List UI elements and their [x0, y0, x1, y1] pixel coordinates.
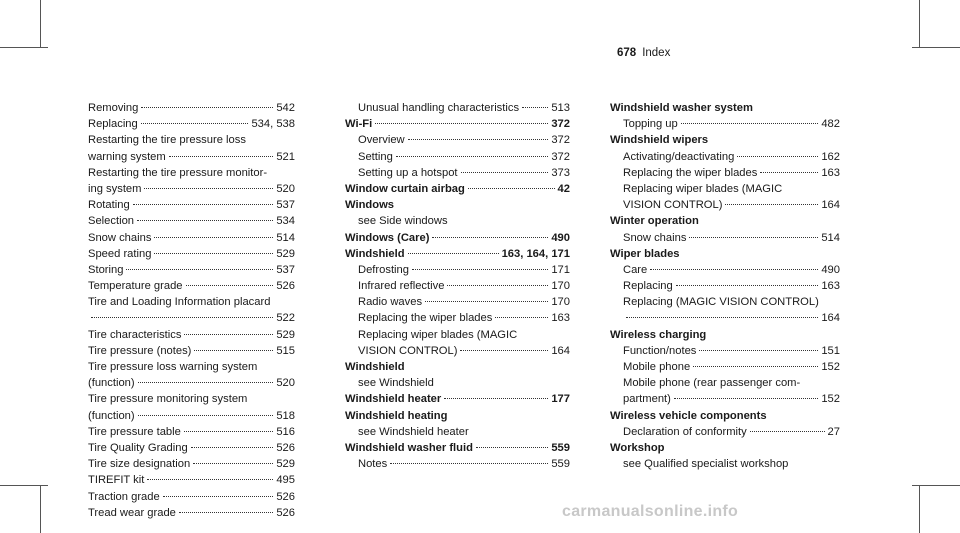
entry-text: Windshield washer fluid	[345, 441, 473, 454]
page-reference[interactable]: 542	[276, 102, 295, 114]
index-heading	[610, 100, 840, 116]
entry-text: Overview	[358, 134, 405, 147]
entry-text: Declaration of conformity	[623, 425, 747, 438]
leader-dots	[163, 496, 274, 497]
index-entry	[75, 197, 295, 213]
entry-text: Windshield washer system	[610, 102, 753, 114]
entry-text: Mobile phone	[623, 361, 691, 373]
entry-text: Setting up a hotspot	[358, 166, 458, 179]
entry-text: Tire pressure (notes)	[88, 344, 192, 357]
index-entry	[610, 391, 840, 407]
leader-dots	[147, 479, 273, 480]
entry-text: Windows (Care)	[345, 231, 430, 244]
leader-dots	[144, 188, 273, 189]
entry-text: Selection	[88, 215, 135, 228]
index-entry	[75, 424, 295, 440]
entry-text: Replacing (MAGIC VISION CONTROL)	[623, 296, 819, 309]
entry-text: Activating/deactivating	[623, 150, 735, 163]
leader-dots	[184, 334, 273, 335]
index-entry	[75, 230, 295, 246]
index-entry	[75, 181, 295, 197]
entry-text: Mobile phone (rear passenger com-	[623, 377, 801, 390]
index-entry	[75, 343, 295, 359]
leader-dots	[194, 350, 273, 351]
index-entry	[75, 262, 295, 278]
index-heading	[610, 132, 840, 148]
entry-text: Snow chains	[623, 231, 687, 244]
entry-text: Care	[623, 263, 648, 276]
entry-text: Winter operation	[610, 215, 699, 228]
entry-text: Rotating	[88, 199, 130, 212]
entry-text: Tire pressure loss warning system	[88, 361, 258, 373]
page-reference[interactable]: 373	[551, 166, 570, 179]
entry-text: Unusual handling characteristics	[358, 102, 520, 114]
entry-text: Topping up	[623, 118, 678, 131]
index-entry	[75, 391, 295, 407]
entry-text: Traction grade	[88, 490, 160, 503]
index-entry	[75, 213, 295, 229]
index-entry	[345, 132, 570, 148]
entry-text: Wi-Fi	[345, 118, 373, 131]
index-column-2	[345, 100, 570, 472]
index-entry	[610, 165, 840, 181]
page-reference[interactable]: 537	[276, 199, 295, 212]
leader-dots	[444, 398, 548, 399]
entry-text: Wireless charging	[610, 328, 707, 341]
entry-text: Tread wear grade	[88, 506, 176, 519]
page-reference[interactable]: 42	[557, 182, 570, 195]
index-entry	[345, 262, 570, 278]
entry-text: Replacing wiper blades (MAGIC	[358, 328, 518, 341]
page-reference[interactable]: 152	[821, 393, 840, 406]
page-reference[interactable]: 482	[821, 118, 840, 131]
entry-text: Replacing the wiper blades	[623, 166, 758, 179]
index-entry	[610, 359, 840, 375]
entry-text: Function/notes	[623, 344, 697, 357]
leader-dots	[681, 123, 819, 124]
index-entry	[345, 456, 570, 472]
crop-mark	[40, 0, 41, 48]
page-reference[interactable]: 163	[821, 166, 840, 179]
leader-dots	[141, 107, 273, 108]
page-reference[interactable]: 514	[821, 231, 840, 244]
leader-dots	[432, 237, 548, 238]
entry-text: TIREFIT kit	[88, 474, 145, 487]
crop-mark	[912, 485, 960, 486]
index-heading	[610, 246, 840, 262]
leader-dots	[476, 447, 548, 448]
page-reference[interactable]: 534, 538	[251, 118, 295, 131]
leader-dots	[141, 123, 249, 124]
page-reference[interactable]: 372	[551, 118, 570, 131]
index-entry	[75, 440, 295, 456]
entry-text: Radio waves	[358, 296, 423, 309]
index-entry	[345, 100, 570, 116]
page-reference[interactable]: 372	[551, 134, 570, 147]
entry-text: Windshield heating	[345, 409, 448, 422]
entry-text: ing system	[88, 182, 142, 195]
index-heading	[345, 359, 570, 375]
leader-dots	[126, 269, 273, 270]
index-entry	[75, 375, 295, 391]
entry-text: Tire size designation	[88, 458, 191, 471]
leader-dots	[390, 463, 548, 464]
page-reference[interactable]: 526	[276, 490, 295, 503]
index-heading	[345, 181, 570, 197]
index-entry	[610, 262, 840, 278]
entry-text: Speed rating	[88, 247, 152, 260]
leader-dots	[495, 317, 548, 318]
page-reference[interactable]: 163, 164, 171	[501, 247, 570, 260]
index-entry	[75, 505, 295, 521]
page-reference[interactable]: 170	[551, 280, 570, 293]
index-entry	[610, 230, 840, 246]
entry-text: see Windshield heater	[358, 425, 469, 438]
leader-dots	[408, 139, 549, 140]
index-entry	[345, 149, 570, 165]
page-reference[interactable]: 518	[276, 409, 295, 422]
leader-dots	[425, 301, 548, 302]
page-reference[interactable]: 27	[827, 425, 840, 438]
leader-dots	[650, 269, 818, 270]
page-reference[interactable]: 490	[551, 231, 570, 244]
entry-text: Infrared reflective	[358, 280, 445, 293]
leader-dots	[737, 156, 818, 157]
entry-text: (function)	[88, 409, 135, 422]
index-heading	[345, 230, 570, 246]
index-entry	[75, 165, 295, 181]
index-heading	[610, 213, 840, 229]
page-reference[interactable]: 514	[276, 231, 295, 244]
index-entry	[345, 327, 570, 343]
index-entry	[75, 408, 295, 424]
entry-text: Window curtain airbag	[345, 182, 465, 195]
index-entry	[345, 278, 570, 294]
entry-text: Restarting the tire pressure monitor-	[88, 166, 268, 179]
entry-text: VISION CONTROL)	[358, 344, 458, 357]
leader-dots	[186, 285, 274, 286]
page-reference[interactable]: 529	[276, 458, 295, 471]
index-heading	[610, 408, 840, 424]
leader-dots	[133, 204, 274, 205]
index-entry	[610, 456, 840, 472]
index-entry	[75, 149, 295, 165]
crop-mark	[0, 47, 48, 48]
leader-dots	[468, 188, 555, 189]
entry-text: Wireless vehicle components	[610, 409, 767, 422]
leader-dots	[760, 172, 818, 173]
index-entry	[610, 343, 840, 359]
crop-mark	[919, 485, 920, 533]
leader-dots	[693, 366, 818, 367]
leader-dots	[179, 512, 273, 513]
page-reference[interactable]: 164	[821, 199, 840, 212]
leader-dots	[138, 382, 274, 383]
entry-text: Windshield heater	[345, 393, 442, 406]
page-reference[interactable]: 559	[551, 458, 570, 471]
entry-text: Tire Quality Grading	[88, 441, 188, 454]
leader-dots	[676, 285, 819, 286]
page-reference[interactable]: 163	[821, 280, 840, 293]
leader-dots	[193, 463, 273, 464]
crop-mark	[40, 485, 41, 533]
index-entry	[75, 456, 295, 472]
entry-text: Wiper blades	[610, 247, 680, 260]
index-heading	[610, 327, 840, 343]
entry-text: partment)	[623, 393, 671, 406]
index-entry	[75, 246, 295, 262]
page-reference[interactable]: 495	[276, 474, 295, 487]
page-reference[interactable]: 513	[551, 102, 570, 114]
index-entry	[75, 294, 295, 310]
entry-text: Defrosting	[358, 263, 409, 276]
index-entry	[75, 310, 295, 326]
entry-text: Restarting the tire pressure loss	[88, 134, 246, 147]
index-column-1	[75, 100, 295, 521]
entry-text: VISION CONTROL)	[623, 199, 723, 212]
index-entry	[610, 116, 840, 132]
index-heading	[345, 197, 570, 213]
page-reference[interactable]: 164	[551, 344, 570, 357]
page-reference[interactable]: 526	[276, 506, 295, 519]
entry-text: Replacing	[88, 118, 138, 131]
page-reference[interactable]: 516	[276, 425, 295, 438]
page-reference[interactable]: 537	[276, 263, 295, 276]
index-entry	[75, 100, 295, 116]
page-reference[interactable]: 163	[551, 312, 570, 325]
index-entry	[345, 343, 570, 359]
index-entry	[345, 213, 570, 229]
page-reference[interactable]: 177	[551, 393, 570, 406]
entry-text: see Windshield	[358, 377, 434, 390]
index-entry	[345, 424, 570, 440]
index-heading	[345, 391, 570, 407]
page-reference[interactable]: 171	[551, 263, 570, 276]
page-reference[interactable]: 151	[821, 344, 840, 357]
index-entry	[610, 294, 840, 310]
leader-dots	[184, 431, 273, 432]
index-entry	[75, 359, 295, 375]
leader-dots	[447, 285, 548, 286]
index-heading	[345, 440, 570, 456]
index-entry	[610, 149, 840, 165]
entry-text: Snow chains	[88, 231, 152, 244]
entry-text: Tire characteristics	[88, 328, 182, 341]
leader-dots	[169, 156, 274, 157]
entry-text: Tire and Loading Information placard	[88, 296, 271, 309]
leader-dots	[375, 123, 548, 124]
leader-dots	[137, 220, 273, 221]
entry-text: see Qualified specialist workshop	[623, 458, 789, 471]
leader-dots	[461, 172, 549, 173]
index-heading	[345, 408, 570, 424]
section-title: Index	[642, 47, 671, 59]
index-entry	[75, 472, 295, 488]
page-reference[interactable]: 515	[276, 344, 295, 357]
entry-text: Setting	[358, 150, 393, 163]
leader-dots	[750, 431, 825, 432]
entry-text: Windshield wipers	[610, 134, 709, 147]
leader-dots	[725, 204, 818, 205]
page-reference[interactable]: 529	[276, 328, 295, 341]
leader-dots	[191, 447, 274, 448]
index-heading	[610, 440, 840, 456]
index-entry	[610, 375, 840, 391]
index-entry	[610, 197, 840, 213]
page-reference[interactable]: 164	[821, 312, 840, 325]
entry-text: Storing	[88, 263, 124, 276]
index-column-3	[610, 100, 840, 472]
entry-text: Windshield	[345, 361, 405, 373]
entry-text: (function)	[88, 377, 135, 390]
entry-text: Windshield	[345, 247, 405, 260]
page-reference[interactable]: 529	[276, 247, 295, 260]
leader-dots	[412, 269, 548, 270]
watermark: carmanualsonline.info	[562, 503, 739, 520]
page-reference[interactable]: 152	[821, 361, 840, 373]
entry-text: Removing	[88, 102, 139, 114]
leader-dots	[674, 398, 818, 399]
crop-mark	[0, 485, 48, 486]
leader-dots	[522, 107, 548, 108]
index-entry	[75, 132, 295, 148]
leader-dots	[91, 317, 273, 318]
index-entry	[75, 327, 295, 343]
page-header	[617, 47, 670, 59]
entry-text: Windows	[345, 199, 394, 212]
index-heading	[345, 246, 570, 262]
index-entry	[75, 489, 295, 505]
index-entry	[345, 165, 570, 181]
entry-text: Temperature grade	[88, 280, 183, 293]
page-reference[interactable]: 526	[276, 280, 295, 293]
entry-text: Replacing	[623, 280, 673, 293]
index-entry	[610, 181, 840, 197]
index-entry	[345, 310, 570, 326]
leader-dots	[408, 253, 499, 254]
index-entry	[610, 424, 840, 440]
entry-text: Tire pressure table	[88, 425, 181, 438]
leader-dots	[699, 350, 818, 351]
index-entry	[610, 310, 840, 326]
leader-dots	[138, 415, 274, 416]
page-reference[interactable]: 162	[821, 150, 840, 163]
leader-dots	[460, 350, 548, 351]
leader-dots	[396, 156, 548, 157]
page-reference[interactable]: 522	[276, 312, 295, 325]
leader-dots	[689, 237, 818, 238]
index-entry	[345, 375, 570, 391]
entry-text: Tire pressure monitoring system	[88, 393, 248, 406]
crop-mark	[912, 47, 960, 48]
page-reference[interactable]: 372	[551, 150, 570, 163]
page-reference[interactable]: 526	[276, 441, 295, 454]
leader-dots	[626, 317, 818, 318]
page-reference[interactable]: 559	[551, 441, 570, 454]
page-reference[interactable]: 534	[276, 215, 295, 228]
leader-dots	[154, 253, 273, 254]
entry-text: Workshop	[610, 441, 665, 454]
index-entry	[75, 278, 295, 294]
page-reference[interactable]: 170	[551, 296, 570, 309]
index-entry	[345, 294, 570, 310]
page-number: 678	[617, 47, 637, 59]
leader-dots	[154, 237, 273, 238]
page-reference[interactable]: 490	[821, 263, 840, 276]
entry-text: Notes	[358, 458, 388, 471]
page-reference[interactable]: 520	[276, 377, 295, 390]
entry-text: see Side windows	[358, 215, 448, 228]
entry-text: Replacing the wiper blades	[358, 312, 493, 325]
page-reference[interactable]: 521	[276, 150, 295, 163]
index-heading	[345, 116, 570, 132]
entry-text: Replacing wiper blades (MAGIC	[623, 182, 783, 195]
page-reference[interactable]: 520	[276, 182, 295, 195]
index-entry	[610, 278, 840, 294]
entry-text: warning system	[88, 150, 166, 163]
crop-mark	[919, 0, 920, 48]
index-entry	[75, 116, 295, 132]
